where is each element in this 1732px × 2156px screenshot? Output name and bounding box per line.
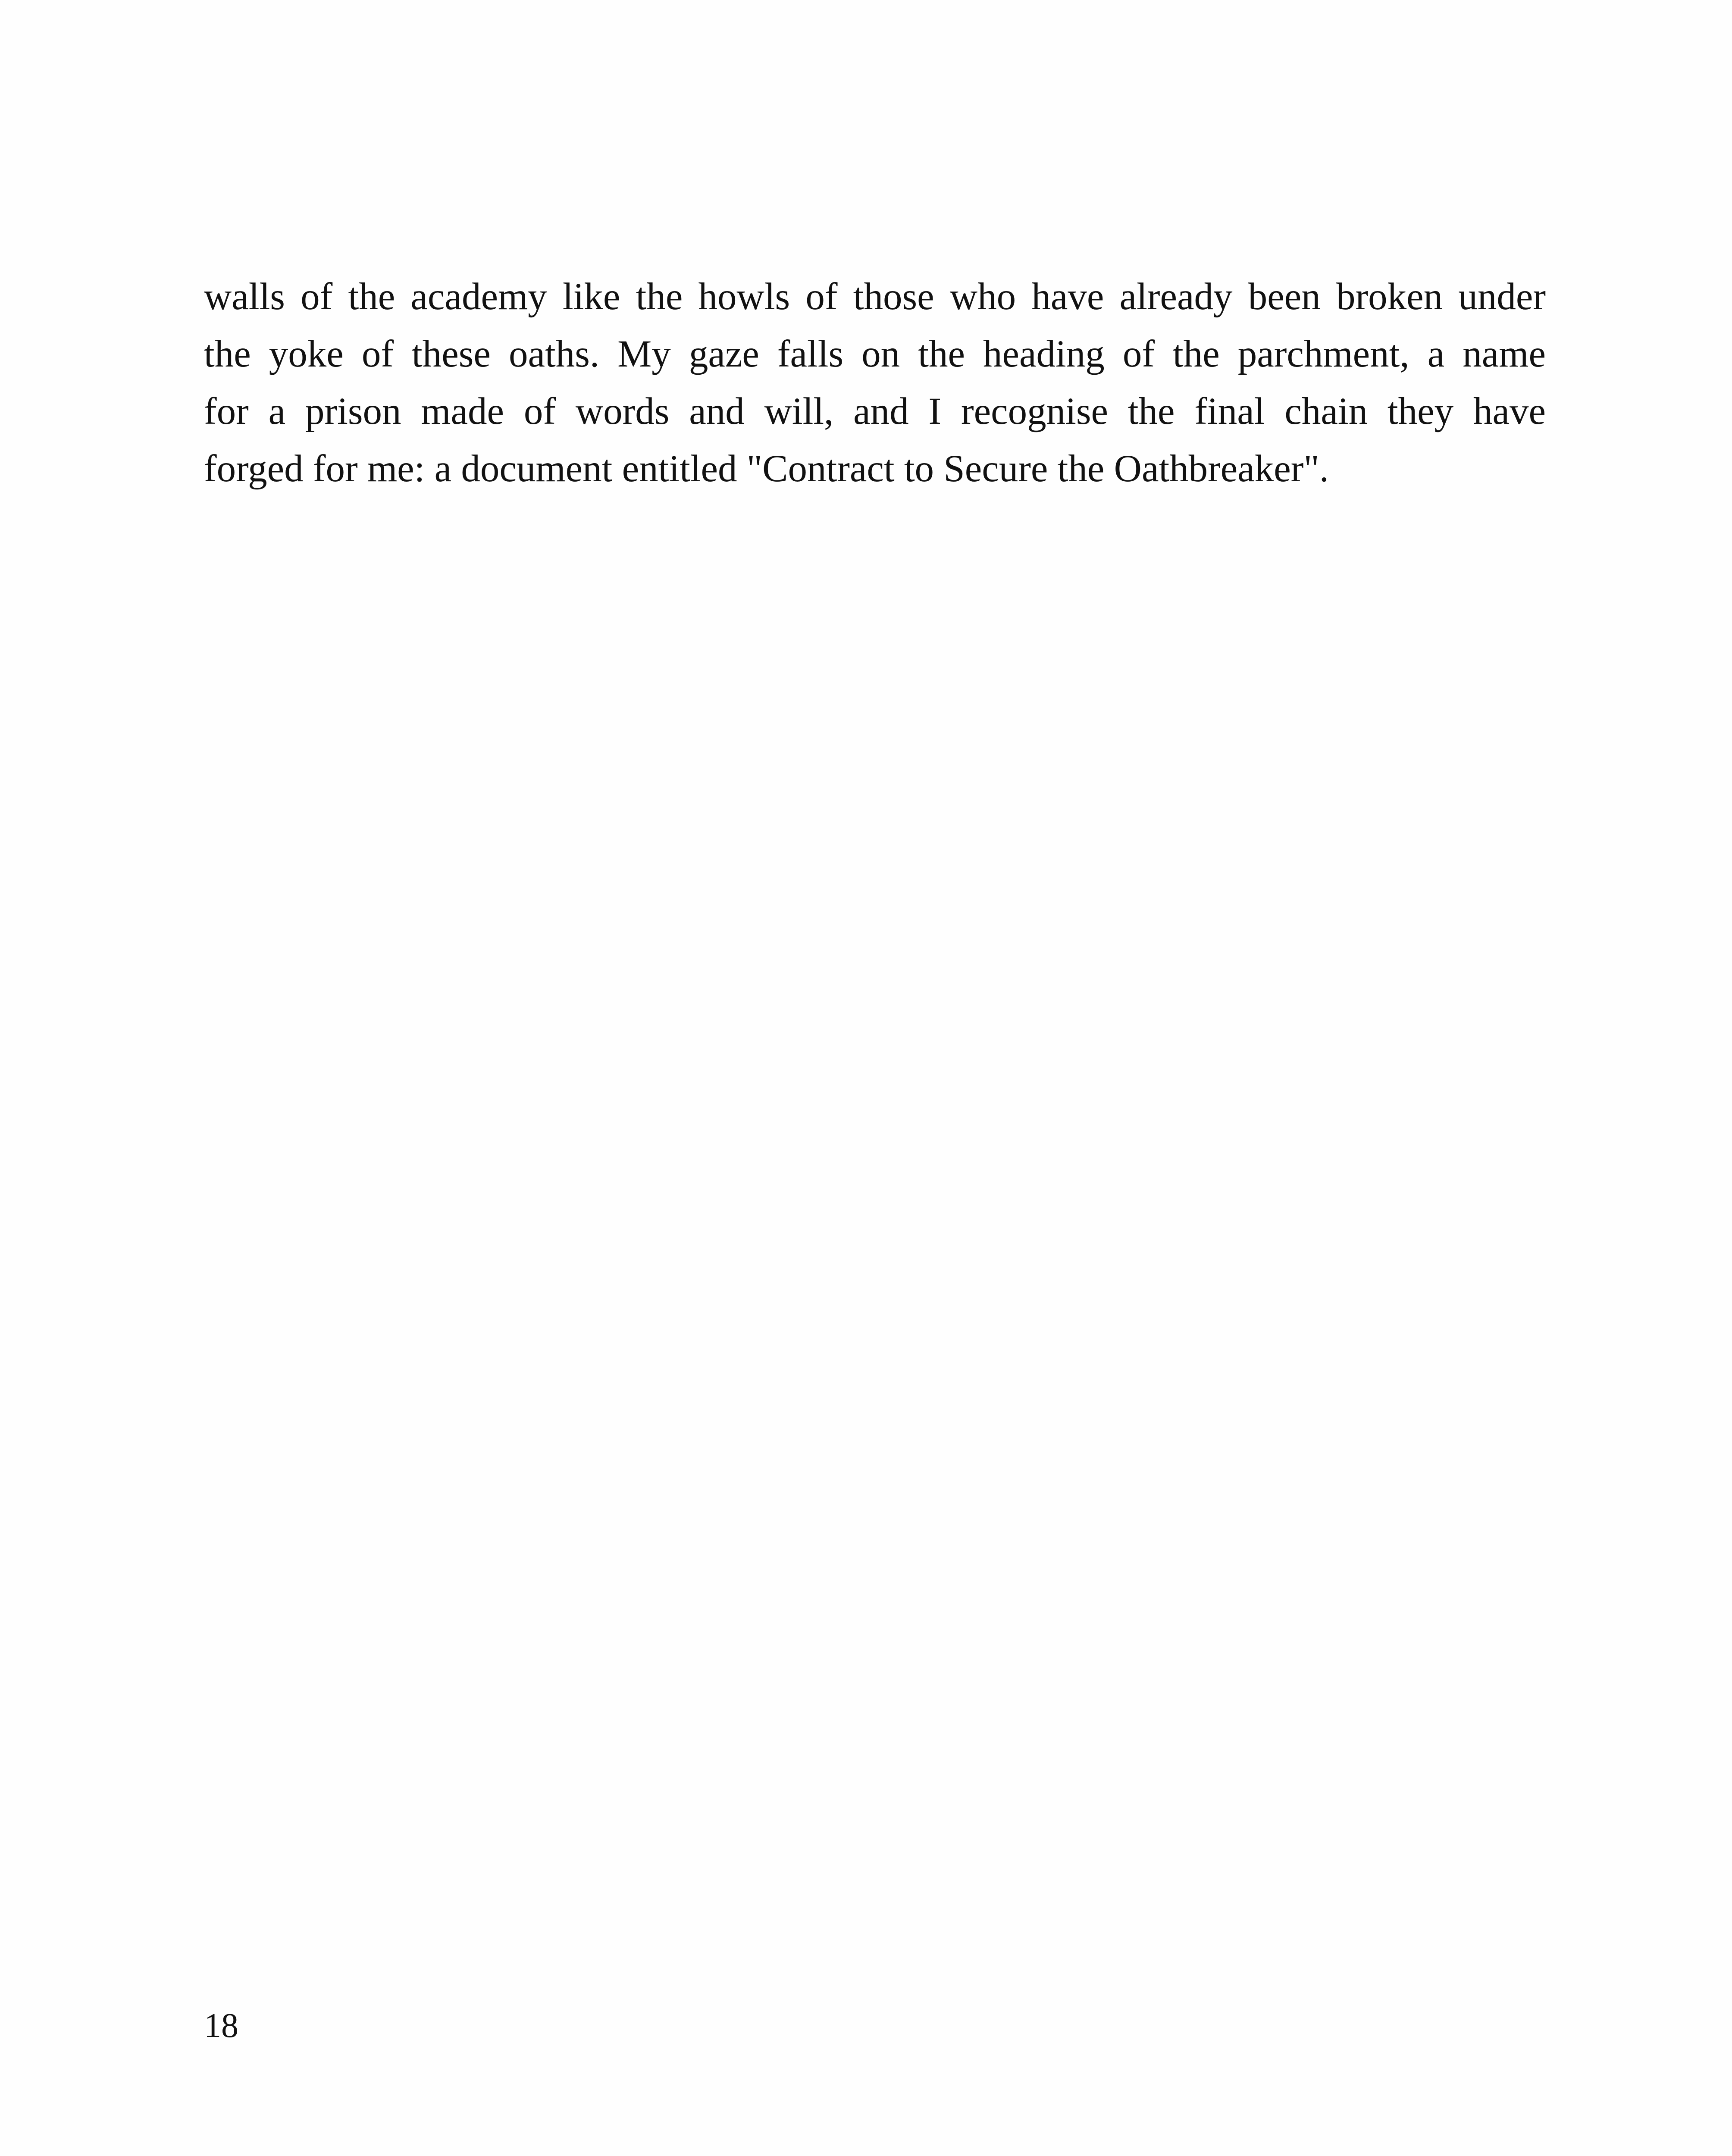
body-paragraph — [204, 268, 1546, 498]
paragraph-line: the yoke of these oaths. My gaze falls on the heading of the parchment, a name — [204, 333, 1546, 375]
page-number: 18 — [204, 2007, 238, 2045]
paragraph-line: forged for me: a document entitled "Contract to Secure the Oathbreaker". — [204, 448, 1329, 490]
paragraph-line: walls of the academy like the howls of those who have already been broken under — [204, 276, 1546, 318]
paragraph-line: for a prison made of words and will, and I recognise the final chain they have — [204, 390, 1546, 432]
